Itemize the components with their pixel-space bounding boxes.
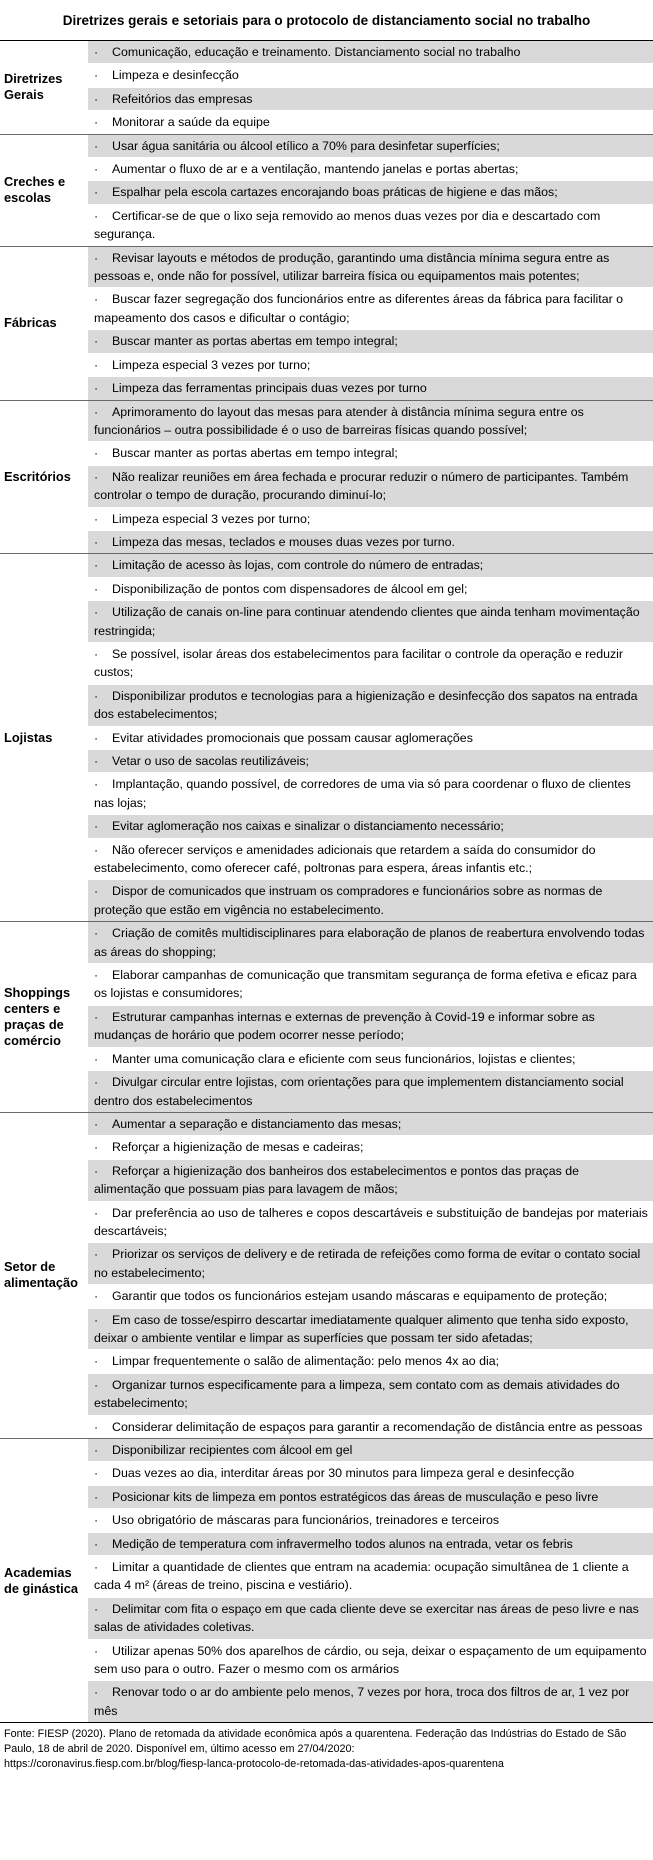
guideline-item bbox=[88, 727, 653, 750]
bullet-icon: · bbox=[94, 446, 99, 461]
guideline-text: Refeitórios das empresas bbox=[112, 91, 253, 106]
bullet-icon: · bbox=[94, 115, 99, 130]
section-items bbox=[88, 246, 653, 400]
guideline-item bbox=[88, 1374, 653, 1416]
source-citation: Fonte: FIESP (2020). Plano de retomada da atividade econômica após a quarentena. Federação das Indústrias do Estado de São Paulo, 18 de abril de 2020. Disponível em, último acesso em 27/04/2020: bbox=[4, 1728, 627, 1756]
bullet-icon: · bbox=[94, 1289, 99, 1304]
guideline-text: Não realizar reuniões em área fechada e procurar reduzir o número de participantes. Também controlar o tempo de duração, procurando diminuí-lo; bbox=[94, 469, 629, 503]
guideline-item bbox=[88, 1681, 653, 1722]
bullet-icon: · bbox=[94, 357, 99, 372]
guideline-item bbox=[88, 330, 653, 353]
guideline-item bbox=[88, 1136, 653, 1159]
section-row bbox=[0, 134, 653, 246]
guideline-text: Organizar turnos especificamente para a limpeza, sem contato com as demais atividades do estabelecimento; bbox=[94, 1377, 620, 1411]
guideline-item bbox=[88, 1285, 653, 1308]
guidelines-table bbox=[0, 40, 653, 1723]
guideline-item bbox=[88, 41, 653, 64]
source-url[interactable]: https://coronavirus.fiesp.com.br/blog/fiesp-lanca-protocolo-de-retomada-das-atividades-apos-quarentena bbox=[4, 1758, 504, 1771]
guideline-item bbox=[88, 1416, 653, 1438]
guideline-text: Revisar layouts e métodos de produção, garantindo uma distância mínima segura entre as pessoas e, onde não for possível, utilizar barreira física ou equipamentos mais potentes; bbox=[94, 250, 610, 284]
bullet-icon: · bbox=[94, 534, 99, 549]
guideline-item bbox=[88, 1048, 653, 1071]
bullet-icon: · bbox=[94, 138, 99, 153]
guideline-item bbox=[88, 922, 653, 964]
guideline-text: Comunicação, educação e treinamento. Distanciamento social no trabalho bbox=[112, 45, 521, 59]
bullet-icon: · bbox=[94, 1247, 99, 1262]
section-name: Academias de ginástica bbox=[0, 1439, 88, 1723]
guideline-text: Reforçar a higienização dos banheiros dos estabelecimentos e pontos das praças de alimentação que possuam pias para lavagem de mãos; bbox=[94, 1163, 580, 1197]
bullet-icon: · bbox=[94, 1643, 99, 1658]
guideline-item bbox=[88, 135, 653, 158]
guideline-item bbox=[88, 1598, 653, 1640]
guideline-text: Usar água sanitária ou álcool etílico a 70% para desinfetar superfícies; bbox=[112, 138, 500, 153]
guideline-text: Medição de temperatura com infravermelho todos alunos na entrada, vetar os febris bbox=[112, 1536, 573, 1551]
guideline-item bbox=[88, 354, 653, 377]
bullet-icon: · bbox=[94, 162, 99, 177]
guideline-text: Buscar manter as portas abertas em tempo integral; bbox=[112, 334, 398, 349]
guideline-text: Divulgar circular entre lojistas, com orientações para que implementem distanciamento social dentro dos estabelecimentos bbox=[94, 1075, 624, 1108]
guideline-text: Limpar frequentemente o salão de alimentação: pelo menos 4x ao dia; bbox=[112, 1354, 500, 1369]
guideline-item bbox=[88, 508, 653, 531]
guideline-text: Aprimoramento do layout das mesas para atender à distância mínima segura entre os funcionários – outra possibilidade é o uso de barreiras físicas quando possível; bbox=[94, 404, 584, 437]
guideline-item bbox=[88, 1350, 653, 1373]
bullet-icon: · bbox=[94, 469, 99, 484]
guideline-text: Utilizar apenas 50% dos aparelhos de cárdio, ou seja, deixar o espaçamento de um equipamento sem uso para o outro. Fazer o mesmo com os armários bbox=[94, 1643, 647, 1677]
guideline-item bbox=[88, 880, 653, 921]
guideline-item bbox=[88, 1640, 653, 1682]
bullet-icon: · bbox=[94, 1312, 99, 1327]
guideline-text: Disponibilização de pontos com dispensadores de álcool em gel; bbox=[112, 581, 468, 596]
bullet-icon: · bbox=[94, 1489, 99, 1504]
guideline-item bbox=[88, 839, 653, 881]
bullet-icon: · bbox=[94, 91, 99, 106]
guideline-text: Posicionar kits de limpeza em pontos estratégicos das áreas de musculação e peso livre bbox=[112, 1489, 599, 1504]
guideline-text: Monitorar a saúde da equipe bbox=[112, 115, 270, 130]
guideline-item bbox=[88, 205, 653, 246]
guideline-text: Certificar-se de que o lixo seja removido ao menos duas vezes por dia e descartado com segurança. bbox=[94, 208, 601, 242]
guideline-text: Dispor de comunicados que instruam os compradores e funcionários sobre as normas de proteção que estão em vigência no estabelecimento. bbox=[94, 884, 603, 917]
bullet-icon: · bbox=[94, 1536, 99, 1551]
bullet-icon: · bbox=[94, 819, 99, 834]
guidelines-table-body bbox=[0, 41, 653, 1723]
bullet-icon: · bbox=[94, 1116, 99, 1131]
bullet-icon: · bbox=[94, 1009, 99, 1024]
guideline-item bbox=[88, 1006, 653, 1048]
guideline-item bbox=[88, 1113, 653, 1136]
guideline-item bbox=[88, 1486, 653, 1509]
guideline-text: Garantir que todos os funcionários estejam usando máscaras e equipamento de proteção; bbox=[112, 1289, 608, 1304]
bullet-icon: · bbox=[94, 777, 99, 792]
guideline-item bbox=[88, 750, 653, 773]
guideline-text: Aumentar o fluxo de ar e a ventilação, mantendo janelas e portas abertas; bbox=[112, 162, 519, 177]
guideline-text: Utilização de canais on-line para continuar atendendo clientes que ainda tenham movimentação restringida; bbox=[94, 605, 640, 638]
guideline-item bbox=[88, 377, 653, 399]
guideline-text: Evitar aglomeração nos caixas e sinalizar o distanciamento necessário; bbox=[112, 819, 504, 834]
guideline-text: Disponibilizar produtos e tecnologias para a higienização e desinfecção dos sapatos na entrada dos estabelecimentos; bbox=[94, 688, 638, 722]
bullet-icon: · bbox=[94, 381, 99, 396]
section-items bbox=[88, 41, 653, 135]
bullet-icon: · bbox=[94, 1560, 99, 1575]
guideline-item bbox=[88, 466, 653, 508]
section-name: Fábricas bbox=[0, 246, 88, 400]
guideline-item bbox=[88, 1533, 653, 1556]
bullet-icon: · bbox=[94, 1354, 99, 1369]
guideline-text: Vetar o uso de sacolas reutilizáveis; bbox=[112, 754, 309, 768]
guideline-item bbox=[88, 643, 653, 685]
guideline-text: Reforçar a higienização de mesas e cadeiras; bbox=[112, 1140, 364, 1155]
bullet-icon: · bbox=[94, 1075, 99, 1090]
guideline-text: Limpeza e desinfecção bbox=[112, 68, 239, 83]
bullet-icon: · bbox=[94, 1140, 99, 1155]
section-name: Setor de alimentação bbox=[0, 1112, 88, 1438]
section-row bbox=[0, 246, 653, 400]
section-name: Escritórios bbox=[0, 400, 88, 554]
guideline-text: Uso obrigatório de máscaras para funcionários, treinadores e terceiros bbox=[112, 1513, 500, 1528]
bullet-icon: · bbox=[94, 968, 99, 983]
bullet-icon: · bbox=[94, 1601, 99, 1616]
guideline-item bbox=[88, 531, 653, 553]
bullet-icon: · bbox=[94, 1443, 99, 1457]
guideline-item bbox=[88, 815, 653, 838]
bullet-icon: · bbox=[94, 558, 99, 573]
guideline-text: Se possível, isolar áreas dos estabelecimentos para facilitar o controle da operação e reduzir custos; bbox=[94, 646, 624, 680]
guideline-item bbox=[88, 1439, 653, 1462]
guideline-text: Implantação, quando possível, de corredores de uma via só para coordenar o fluxo de clientes nas lojas; bbox=[94, 777, 631, 810]
table-title: Diretrizes gerais e setoriais para o protocolo de distanciamento social no trabalho bbox=[62, 13, 591, 28]
bullet-icon: · bbox=[94, 646, 99, 661]
bullet-icon: · bbox=[94, 1377, 99, 1392]
bullet-icon: · bbox=[94, 1051, 99, 1066]
section-name: Diretrizes Gerais bbox=[0, 41, 88, 135]
bullet-icon: · bbox=[94, 334, 99, 349]
section-items bbox=[88, 1439, 653, 1723]
guideline-text: Em caso de tosse/espirro descartar imediatamente qualquer alimento que tenha sido exposto, deixar o ambiente ventilar e limpar as superfícies que possam ter sido afetadas; bbox=[94, 1312, 629, 1345]
guideline-text: Limitar a quantidade de clientes que entram na academia: ocupação simultânea de 1 cliente a cada 4 m² (áreas de treino, piscina e vestiário). bbox=[94, 1560, 629, 1593]
bullet-icon: · bbox=[94, 404, 99, 419]
guideline-text: Limpeza especial 3 vezes por turno; bbox=[112, 357, 311, 372]
guideline-text: Priorizar os serviços de delivery e de retirada de refeições como forma de evitar o contato social no estabelecimento; bbox=[94, 1247, 641, 1280]
source-footer bbox=[0, 1723, 653, 1772]
guideline-text: Buscar fazer segregação dos funcionários entre as diferentes áreas da fábrica para facilitar o mapeamento dos casos e dificultar o contágio; bbox=[94, 292, 624, 325]
bullet-icon: · bbox=[94, 185, 99, 200]
guideline-item bbox=[88, 1556, 653, 1598]
bullet-icon: · bbox=[94, 1513, 99, 1528]
guideline-item bbox=[88, 181, 653, 204]
bullet-icon: · bbox=[94, 292, 99, 307]
guideline-item bbox=[88, 1160, 653, 1202]
guideline-item bbox=[88, 964, 653, 1006]
guideline-text: Buscar manter as portas abertas em tempo integral; bbox=[112, 446, 398, 461]
bullet-icon: · bbox=[94, 926, 99, 941]
guideline-item bbox=[88, 401, 653, 443]
guideline-text: Elaborar campanhas de comunicação que transmitam segurança de forma efetiva e eficaz para os lojistas e consumidores; bbox=[94, 968, 637, 1001]
bullet-icon: · bbox=[94, 1163, 99, 1178]
guideline-item bbox=[88, 578, 653, 601]
guideline-item bbox=[88, 1309, 653, 1351]
section-row bbox=[0, 554, 653, 922]
guideline-text: Disponibilizar recipientes com álcool em gel bbox=[112, 1443, 353, 1457]
guideline-text: Manter uma comunicação clara e eficiente com seus funcionários, lojistas e clientes; bbox=[112, 1051, 576, 1066]
guideline-text: Renovar todo o ar do ambiente pelo menos, 7 vezes por hora, troca dos filtros de ar, 1 vez por mês bbox=[94, 1685, 630, 1718]
guideline-text: Delimitar com fita o espaço em que cada cliente deve se exercitar nas áreas de peso livre e nas salas de atividades coletivas. bbox=[94, 1601, 639, 1635]
guideline-item bbox=[88, 1462, 653, 1485]
bullet-icon: · bbox=[94, 1466, 99, 1481]
guideline-item bbox=[88, 1243, 653, 1285]
section-row bbox=[0, 41, 653, 135]
bullet-icon: · bbox=[94, 511, 99, 526]
bullet-icon: · bbox=[94, 688, 99, 703]
guideline-item bbox=[88, 1202, 653, 1244]
guideline-item bbox=[88, 64, 653, 87]
guideline-item bbox=[88, 288, 653, 330]
guideline-text: Considerar delimitação de espaços para garantir a recomendação de distância entre as pessoas bbox=[112, 1419, 643, 1434]
guideline-item bbox=[88, 685, 653, 727]
guideline-item bbox=[88, 773, 653, 815]
bullet-icon: · bbox=[94, 1419, 99, 1434]
guideline-text: Evitar atividades promocionais que possam causar aglomerações bbox=[112, 730, 473, 745]
guideline-text: Limitação de acesso às lojas, com controle do número de entradas; bbox=[112, 558, 484, 573]
bullet-icon: · bbox=[94, 842, 99, 857]
guideline-text: Duas vezes ao dia, interditar áreas por 30 minutos para limpeza geral e desinfecção bbox=[112, 1466, 575, 1481]
guideline-text: Dar preferência ao uso de talheres e copos descartáveis e substituição de bandejas por materiais descartáveis; bbox=[94, 1205, 648, 1238]
section-name: Creches e escolas bbox=[0, 134, 88, 246]
bullet-icon: · bbox=[94, 1205, 99, 1220]
guideline-item bbox=[88, 442, 653, 465]
section-row bbox=[0, 400, 653, 554]
guideline-text: Limpeza especial 3 vezes por turno; bbox=[112, 511, 311, 526]
guideline-text: Estruturar campanhas internas e externas de prevenção à Covid-19 e informar sobre as mudanças de horário que podem ocorrer nesse período; bbox=[94, 1009, 595, 1043]
section-row bbox=[0, 1112, 653, 1438]
section-name: Shoppings centers e praças de comércio bbox=[0, 922, 88, 1113]
guideline-text: Espalhar pela escola cartazes encorajando boas práticas de higiene e das mãos; bbox=[112, 185, 558, 200]
bullet-icon: · bbox=[94, 730, 99, 745]
guideline-item bbox=[88, 1509, 653, 1532]
guideline-item bbox=[88, 247, 653, 289]
bullet-icon: · bbox=[94, 605, 99, 620]
bullet-icon: · bbox=[94, 68, 99, 83]
section-items bbox=[88, 134, 653, 246]
bullet-icon: · bbox=[94, 884, 99, 899]
section-name: Lojistas bbox=[0, 554, 88, 922]
bullet-icon: · bbox=[94, 250, 99, 265]
section-row bbox=[0, 922, 653, 1113]
guideline-text: Aumentar a separação e distanciamento das mesas; bbox=[112, 1116, 402, 1131]
section-items bbox=[88, 554, 653, 922]
bullet-icon: · bbox=[94, 45, 99, 59]
section-items bbox=[88, 1112, 653, 1438]
guideline-item bbox=[88, 554, 653, 577]
guideline-item bbox=[88, 1071, 653, 1112]
section-row bbox=[0, 1439, 653, 1723]
bullet-icon: · bbox=[94, 581, 99, 596]
section-items bbox=[88, 922, 653, 1113]
guideline-item bbox=[88, 111, 653, 133]
guideline-text: Limpeza das ferramentas principais duas vezes por turno bbox=[112, 381, 427, 396]
guideline-text: Limpeza das mesas, teclados e mouses duas vezes por turno. bbox=[112, 534, 455, 549]
bullet-icon: · bbox=[94, 754, 99, 768]
guideline-text: Criação de comitês multidisciplinares para elaboração de planos de reabertura envolvendo todas as áreas do shopping; bbox=[94, 926, 645, 959]
guideline-item bbox=[88, 601, 653, 643]
section-items bbox=[88, 400, 653, 554]
bullet-icon: · bbox=[94, 1685, 99, 1700]
guideline-item bbox=[88, 88, 653, 111]
guideline-text: Não oferecer serviços e amenidades adicionais que retardem a saída do consumidor do estabelecimento, como oferecer café, poltronas para espera, áreas infantis etc.; bbox=[94, 842, 596, 876]
guideline-item bbox=[88, 158, 653, 181]
bullet-icon: · bbox=[94, 208, 99, 223]
